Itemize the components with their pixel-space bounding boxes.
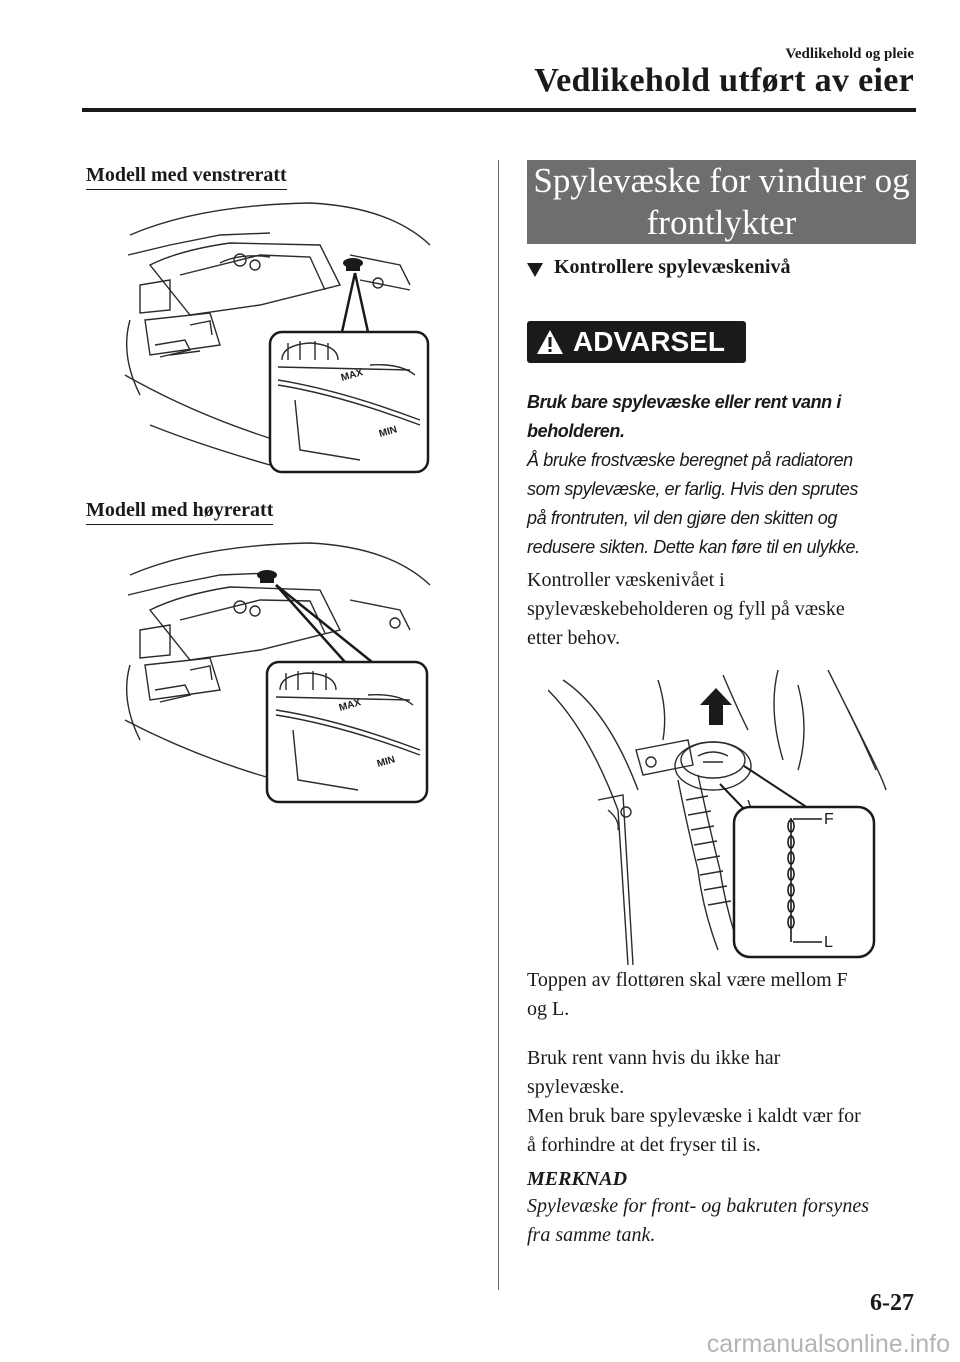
page-number: 6-27 <box>870 1290 914 1316</box>
tank-max-label: MAX <box>339 367 365 384</box>
chapter-title: Vedlikehold utført av eier <box>534 62 914 99</box>
warning-line: på frontruten, vil den gjøre den skitten og <box>527 508 837 528</box>
warning-bold-line-1: Bruk bare spylevæske eller rent vann i <box>527 392 841 412</box>
warning-icon <box>527 328 573 356</box>
paragraph-line: Toppen av flottøren skal være mellom F <box>527 969 848 991</box>
paragraph-line: og L. <box>527 998 570 1020</box>
warning-line: redusere sikten. Dette kan føre til en ulykke. <box>527 537 860 557</box>
paragraph-line: spylevæskebeholderen og fyll på væske <box>527 598 845 620</box>
paragraph-line: Men bruk bare spylevæske i kaldt vær for <box>527 1105 861 1127</box>
note-label: MERKNAD <box>527 1168 628 1190</box>
warning-line: som spylevæske, er farlig. Hvis den sprutes <box>527 479 858 499</box>
tank-max-label: MAX <box>337 697 363 714</box>
section-title-line-2: frontlykter <box>646 203 797 242</box>
engine-bay-illustration-lhd <box>110 195 440 480</box>
paragraph-line: spylevæske. <box>527 1076 625 1098</box>
column-divider <box>498 160 499 1290</box>
paragraph-line: Bruk rent vann hvis du ikke har <box>527 1047 781 1069</box>
tank-min-label: MIN <box>375 754 397 770</box>
warning-line: Å bruke frostvæske beregnet på radiatoren <box>527 450 853 470</box>
section-title <box>527 160 916 244</box>
triangle-bullet-icon <box>527 263 543 277</box>
warning-label: ADVARSEL <box>573 326 725 357</box>
gauge-label-f: F <box>824 811 834 828</box>
watermark: carmanualsonline.info <box>706 1330 950 1358</box>
warning-badge <box>527 321 746 363</box>
fluid-level-illustration <box>548 670 888 965</box>
section-header: Vedlikehold og pleie <box>785 46 914 62</box>
paragraph-line: etter behov. <box>527 627 621 649</box>
tank-min-label: MIN <box>377 424 399 440</box>
header-rule <box>82 108 916 112</box>
warning-bold-line-2: beholderen. <box>527 421 625 441</box>
subhead-right-hand-drive: Modell med høyreratt <box>86 499 273 525</box>
subhead-left-hand-drive: Modell med venstreratt <box>86 164 287 190</box>
note-line: fra samme tank. <box>527 1224 656 1246</box>
paragraph-line: å forhindre at det fryser til is. <box>527 1134 761 1156</box>
paragraph-line: Kontroller væskenivået i <box>527 569 725 591</box>
subsection-title: Kontrollere spylevæskenivå <box>554 256 791 278</box>
engine-bay-illustration-rhd <box>110 535 440 810</box>
section-title-line-1: Spylevæske for vinduer og <box>533 161 910 200</box>
note-line: Spylevæske for front- og bakruten forsynes <box>527 1195 869 1217</box>
gauge-label-l: L <box>824 934 833 951</box>
